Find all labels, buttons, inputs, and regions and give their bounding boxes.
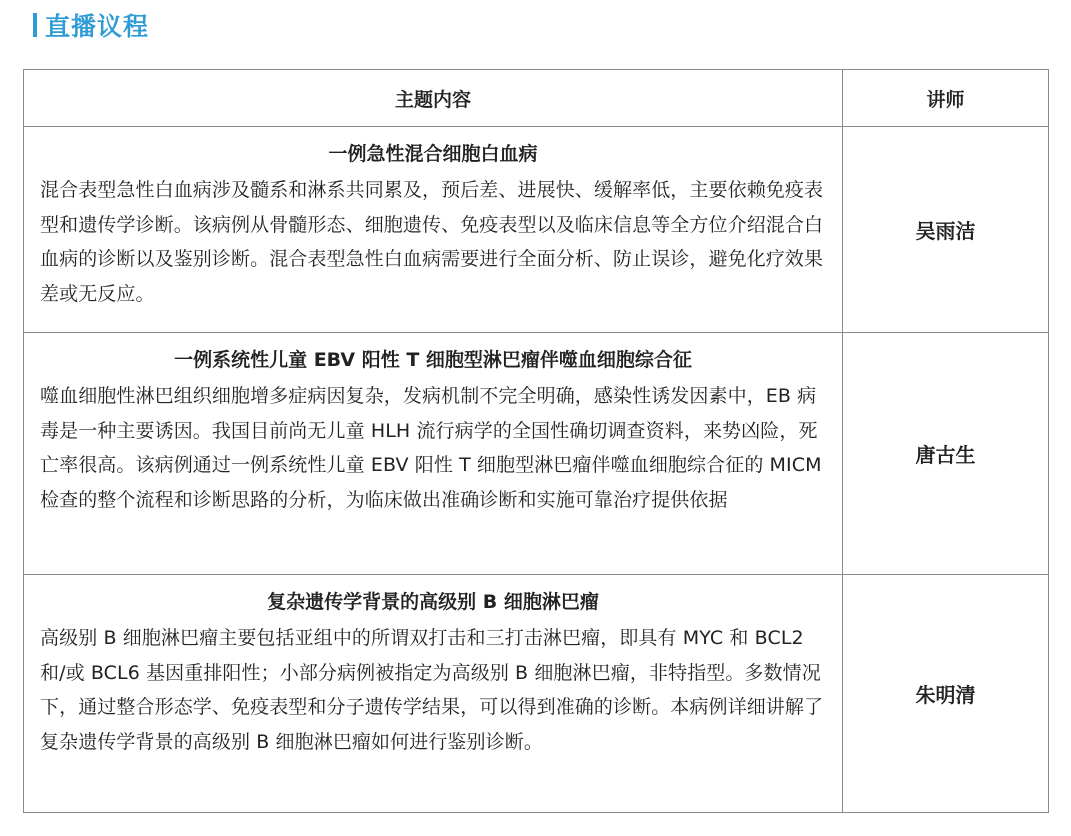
topic-title: 复杂遗传学背景的高级别 B 细胞淋巴瘤 (267, 591, 599, 613)
header-lecturer: 讲师 (843, 70, 1049, 127)
topic-cell (24, 127, 843, 333)
accent-bar (33, 13, 37, 37)
topic-cell (24, 333, 843, 575)
header-topic: 主题内容 (24, 70, 843, 127)
topic-title: 一例急性混合细胞白血病 (328, 143, 538, 165)
agenda-table (23, 69, 1049, 813)
table-row (24, 127, 1049, 333)
topic-cell (24, 575, 843, 813)
topic-description: 混合表型急性白血病涉及髓系和淋系共同累及，预后差、进展快、缓解率低，主要依赖免疫表型和遗传学诊断。该病例从骨髓形态、细胞遗传、免疫表型以及临床信息等全方位介绍混合白血病的诊断以及鉴别诊断。混合表型急性白血病需要进行全面分析、防止误诊，避免化疗效果差或无反应。 (40, 179, 824, 305)
lecturer-name: 朱明清 (843, 575, 1049, 813)
lecturer-name: 吴雨洁 (843, 127, 1049, 333)
table-row (24, 575, 1049, 813)
section-header (33, 8, 149, 42)
section-title: 直播议程 (45, 12, 150, 41)
lecturer-name: 唐古生 (843, 333, 1049, 575)
topic-description: 高级别 B 细胞淋巴瘤主要包括亚组中的所谓双打击和三打击淋巴瘤，即具有 MYC 和 BCL2 和/或 BCL6 基因重排阳性；小部分病例被指定为高级别 B 细胞淋巴瘤，非特指型。多数情况下，通过整合形态学、免疫表型和分子遗传学结果，可以得到准确的诊断。本病例详细讲解了复杂遗传学背景的高级别 B 细胞淋巴瘤如何进行鉴别诊断。 (40, 627, 824, 753)
topic-description: 噬血细胞性淋巴组织细胞增多症病因复杂，发病机制不完全明确，感染性诱发因素中，EB 病毒是一种主要诱因。我国目前尚无儿童 HLH 流行病学的全国性确切调查资料，来势凶险，死亡率很高。该病例通过一例系统性儿童 EBV 阳性 T 细胞型淋巴瘤伴噬血细胞综合征的 MICM 检查的整个流程和诊断思路的分析，为临床做出准确诊断和实施可靠治疗提供依据 (40, 385, 822, 511)
table-row (24, 333, 1049, 575)
table-header-row (24, 70, 1049, 127)
topic-title: 一例系统性儿童 EBV 阳性 T 细胞型淋巴瘤伴噬血细胞综合征 (174, 349, 692, 371)
